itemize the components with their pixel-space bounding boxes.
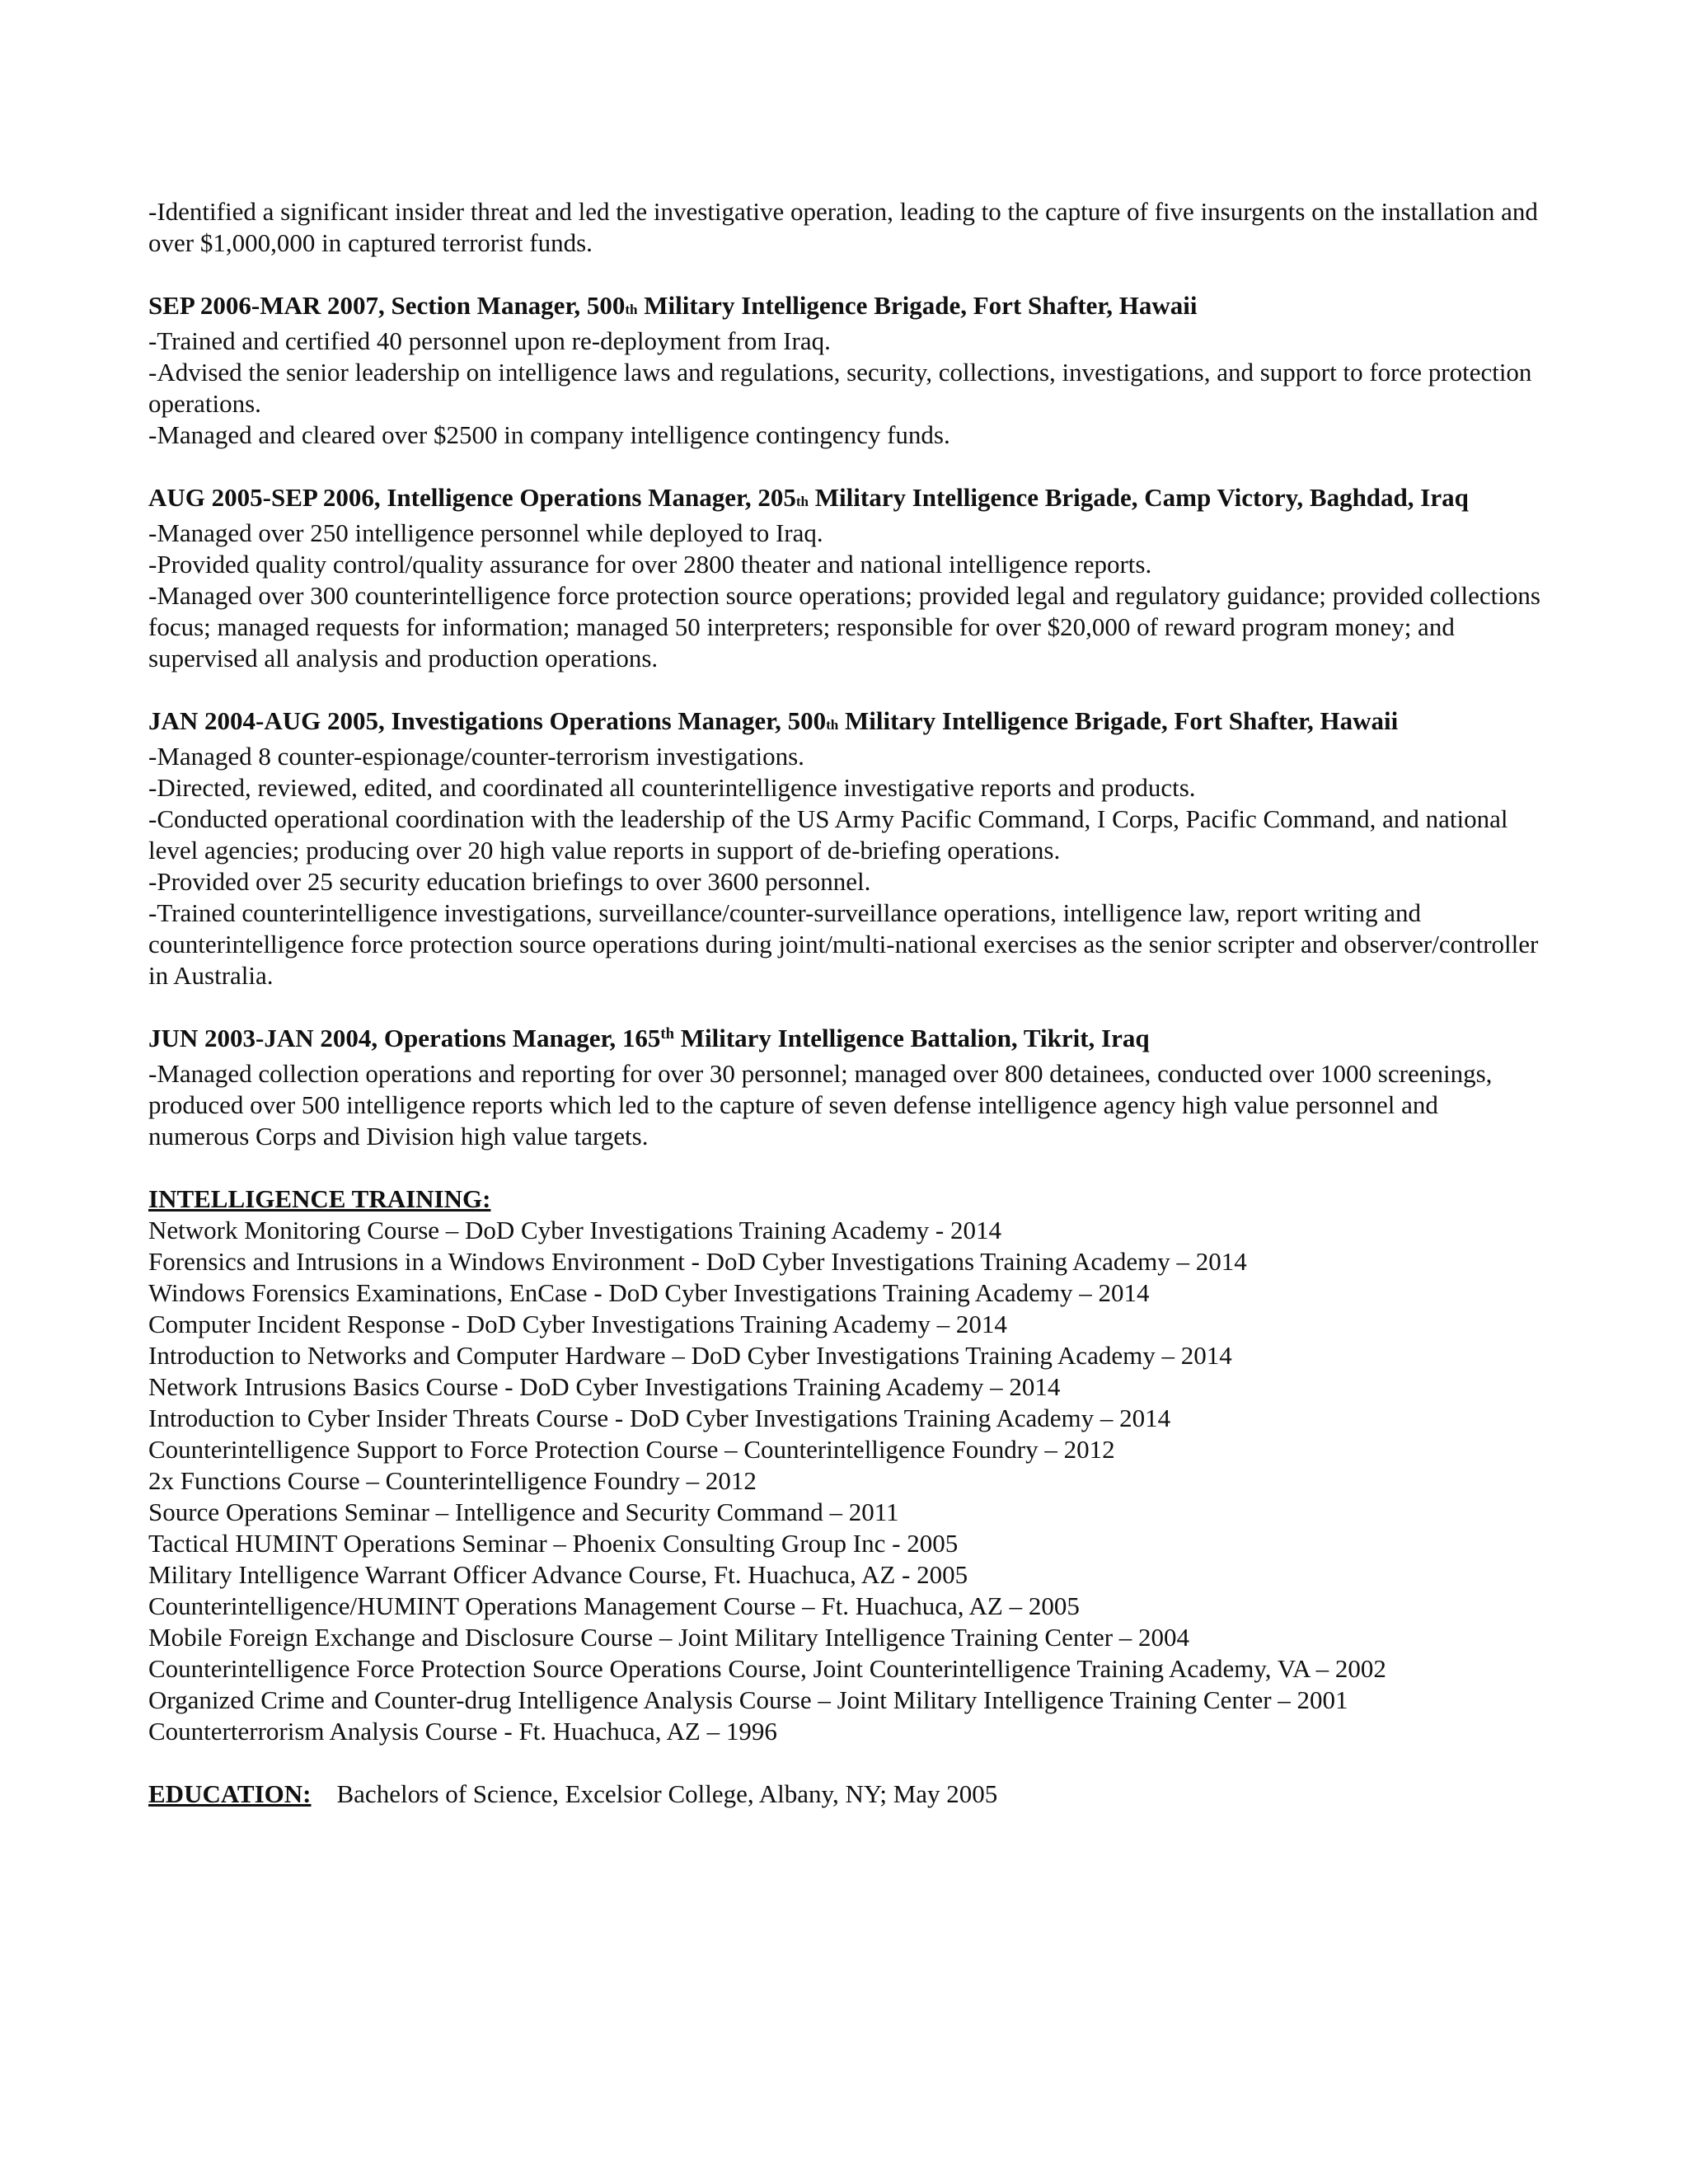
job-heading: JUN 2003-JAN 2004, Operations Manager, 165th Military Intelligence Battalion, Tikrit, Iraq [148, 1024, 1150, 1052]
training-item: Counterintelligence Support to Force Protection Course – Counterintelligence Foundry – 2012 [148, 1435, 1115, 1464]
training-item: Introduction to Networks and Computer Hardware – DoD Cyber Investigations Training Academy – 2014 [148, 1341, 1232, 1370]
education-title: EDUCATION: [148, 1779, 312, 1808]
training-item: Introduction to Cyber Insider Threats Course - DoD Cyber Investigations Training Academy – 2014 [148, 1404, 1171, 1432]
education-text: Bachelors of Science, Excelsior College, Albany, NY; May 2005 [336, 1779, 998, 1808]
job-bullet: -Directed, reviewed, edited, and coordinated all counterintelligence investigative reports and products. [148, 773, 1196, 802]
training-item: Network Intrusions Basics Course - DoD Cyber Investigations Training Academy – 2014 [148, 1372, 1061, 1401]
job-heading: SEP 2006-MAR 2007, Section Manager, 500th Military Intelligence Brigade, Fort Shafter, Hawaii [148, 291, 1198, 320]
intro-block [148, 196, 1541, 259]
training-item: Counterterrorism Analysis Course - Ft. Huachuca, AZ – 1996 [148, 1717, 777, 1746]
job-bullet: -Trained counterintelligence investigations, surveillance/counter-surveillance operations, intelligence law, report writing and counterintelligence force protection source operations during joint/multi-national exercises as the senior scripter and observer/controller in Australia. [148, 898, 1539, 990]
job-bullet: -Managed collection operations and reporting for over 30 personnel; managed over 800 detainees, conducted over 1000 screenings, produced over 500 intelligence reports which led to the capture of seven defense intelligence agency high value personnel and numerous Corps and Division high value targets. [148, 1059, 1493, 1151]
training-item: Source Operations Seminar – Intelligence and Security Command – 2011 [148, 1497, 899, 1526]
job-bullet: -Managed over 300 counterintelligence force protection source operations; provided legal and regulatory guidance; provided collections focus; managed requests for information; managed 50 interpreters; responsible for over $20,000 of reward program money; and supervised all analysis and production operations. [148, 581, 1540, 673]
job-bullet: -Managed over 250 intelligence personnel while deployed to Iraq. [148, 518, 823, 547]
job-entry [148, 482, 1541, 674]
training-section [148, 1183, 1541, 1747]
training-list [148, 1215, 1541, 1747]
job-entry [148, 290, 1541, 451]
training-item: Computer Incident Response - DoD Cyber Investigations Training Academy – 2014 [148, 1310, 1007, 1338]
training-item: Network Monitoring Course – DoD Cyber Investigations Training Academy - 2014 [148, 1216, 1001, 1244]
training-item: Counterintelligence/HUMINT Operations Management Course – Ft. Huachuca, AZ – 2005 [148, 1591, 1080, 1620]
job-entry [148, 705, 1541, 991]
training-item: Windows Forensics Examinations, EnCase - DoD Cyber Investigations Training Academy – 2014 [148, 1278, 1150, 1307]
training-item: Tactical HUMINT Operations Seminar – Phoenix Consulting Group Inc - 2005 [148, 1529, 959, 1558]
job-bullet: -Provided over 25 security education briefings to over 3600 personnel. [148, 867, 871, 896]
job-bullet: -Managed and cleared over $2500 in company intelligence contingency funds. [148, 420, 950, 449]
job-bullet: -Provided quality control/quality assurance for over 2800 theater and national intelligence reports. [148, 550, 1152, 579]
resume-page [148, 196, 1541, 1841]
job-entry [148, 1023, 1541, 1152]
job-heading: JAN 2004-AUG 2005, Investigations Operations Manager, 500th Military Intelligence Brigade, Fort Shafter, Hawaii [148, 706, 1399, 735]
intro-bullet: -Identified a significant insider threat and led the investigative operation, leading to the capture of five insurgents on the installation and over $1,000,000 in captured terrorist funds. [148, 197, 1538, 257]
training-item: Organized Crime and Counter-drug Intelligence Analysis Course – Joint Military Intelligence Training Center – 2001 [148, 1685, 1348, 1714]
training-item: Counterintelligence Force Protection Source Operations Course, Joint Counterintelligence Training Academy, VA – 2002 [148, 1654, 1386, 1683]
training-item: Mobile Foreign Exchange and Disclosure Course – Joint Military Intelligence Training Center – 2004 [148, 1623, 1190, 1652]
education-gap [317, 1779, 331, 1808]
training-item: 2x Functions Course – Counterintelligence Foundry – 2012 [148, 1466, 757, 1495]
job-bullet: -Conducted operational coordination with the leadership of the US Army Pacific Command, I Corps, Pacific Command, and national level agencies; producing over 20 high value reports in support of de-briefing operations. [148, 804, 1508, 865]
training-item: Military Intelligence Warrant Officer Advance Course, Ft. Huachuca, AZ - 2005 [148, 1560, 968, 1589]
job-bullet: -Trained and certified 40 personnel upon re-deployment from Iraq. [148, 326, 831, 355]
training-title: INTELLIGENCE TRAINING: [148, 1184, 491, 1213]
job-heading: AUG 2005-SEP 2006, Intelligence Operations Manager, 205th Military Intelligence Brigade, Camp Victory, Baghdad, Iraq [148, 483, 1469, 512]
job-bullet: -Advised the senior leadership on intelligence laws and regulations, security, collections, investigations, and support to force protection operations. [148, 358, 1532, 418]
training-item: Forensics and Intrusions in a Windows Environment - DoD Cyber Investigations Training Academy – 2014 [148, 1247, 1247, 1276]
job-bullet: -Managed 8 counter-espionage/counter-terrorism investigations. [148, 742, 804, 771]
education-section [148, 1779, 1541, 1810]
